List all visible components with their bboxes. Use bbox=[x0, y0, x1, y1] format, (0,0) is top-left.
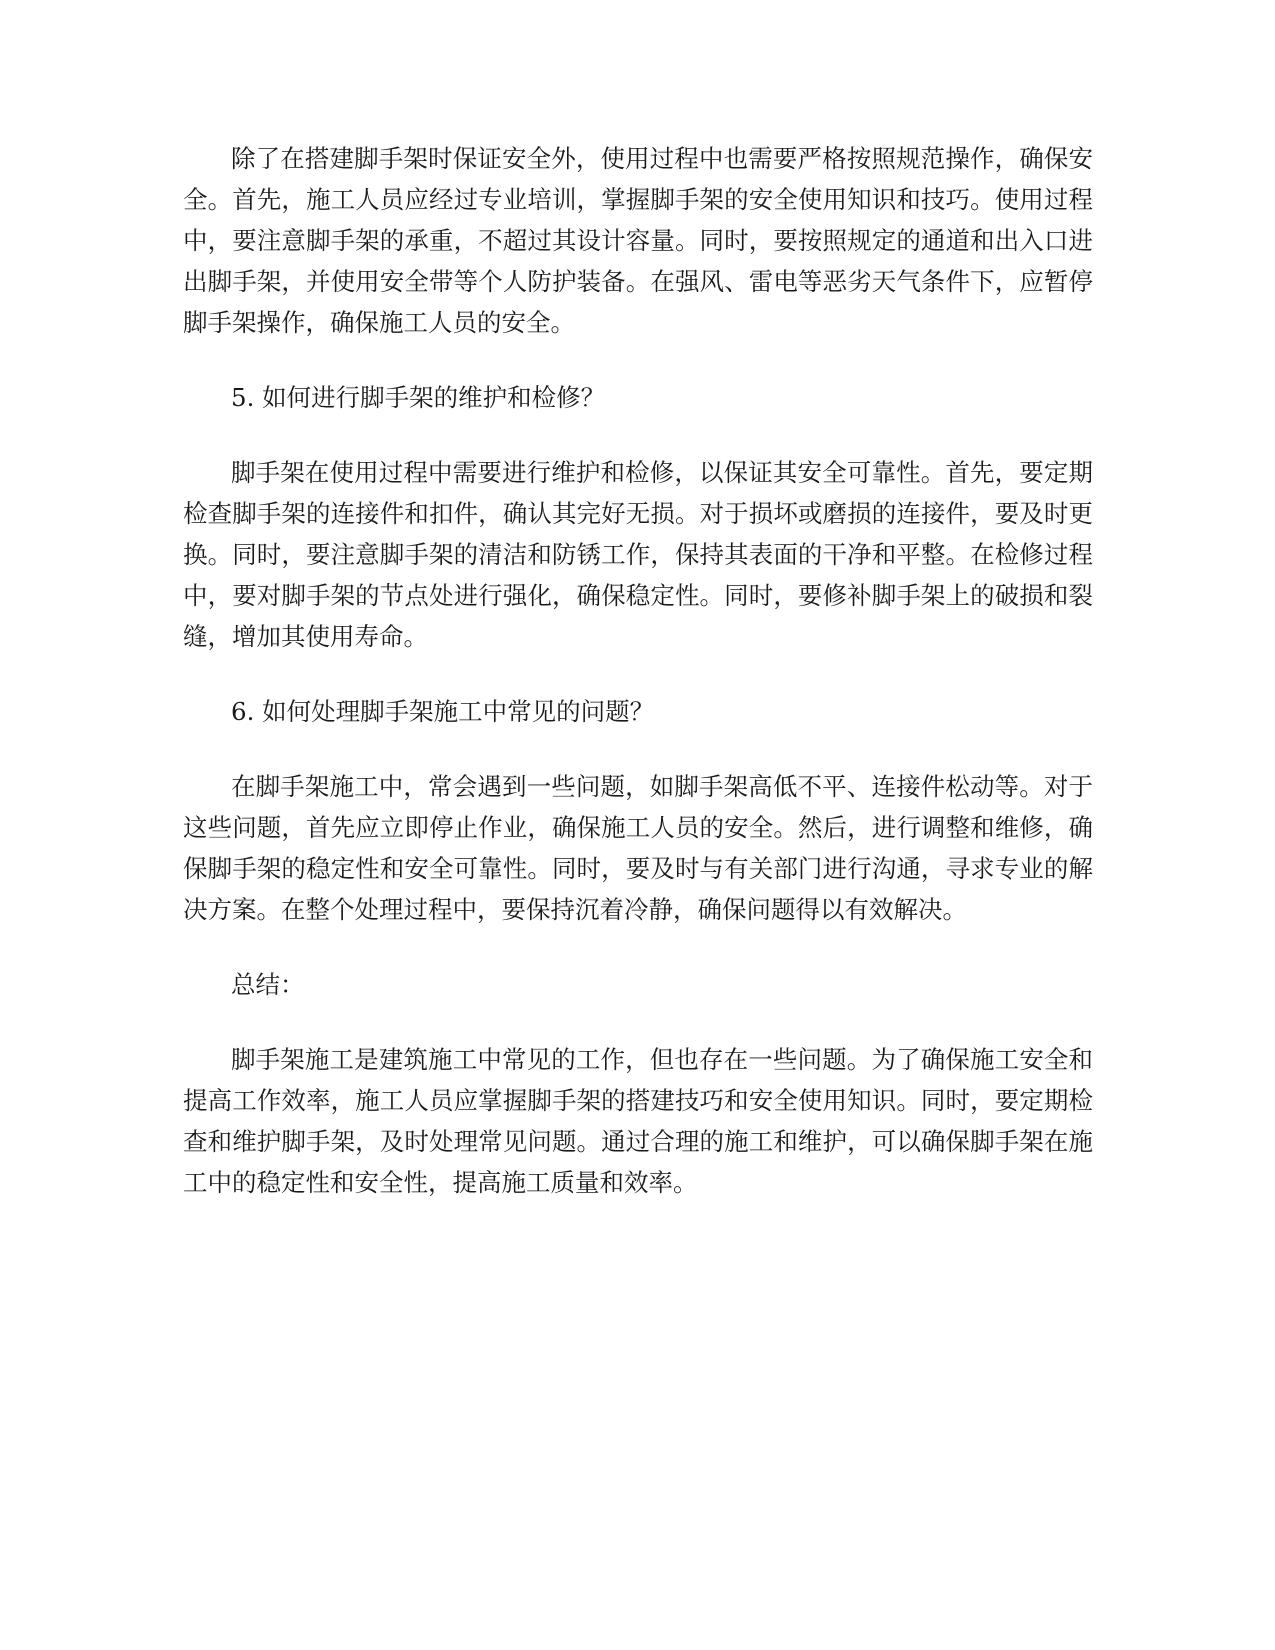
heading-summary: 总结： bbox=[231, 970, 305, 999]
paragraph-maintenance: 脚手架在使用过程中需要进行维护和检修，以保证其安全可靠性。首先，要定期检查脚手架的连接件和扣件，确认其完好无损。对于损坏或磨损的连接件，要及时更换。同时，要注意脚手架的清洁和防锈工作，保持其表面的干净和平整。在检修过程中，要对脚手架的节点处进行强化，确保稳定性。同时，要修补脚手架上的破损和裂缝，增加其使用寿命。 bbox=[183, 458, 1093, 651]
heading-maintenance: 5. 如何进行脚手架的维护和检修？ bbox=[231, 383, 606, 412]
document-body bbox=[183, 138, 1093, 1237]
paragraph-summary: 脚手架施工是建筑施工中常见的工作，但也存在一些问题。为了确保施工安全和提高工作效率，施工人员应掌握脚手架的搭建技巧和安全使用知识。同时，要定期检查和维护脚手架，及时处理常见问题。通过合理的施工和维护，可以确保脚手架在施工中的稳定性和安全性，提高施工质量和效率。 bbox=[183, 1045, 1093, 1197]
heading-common-problems: 6. 如何处理脚手架施工中常见的问题？ bbox=[231, 697, 655, 726]
paragraph-safe-use: 除了在搭建脚手架时保证安全外，使用过程中也需要严格按照规范操作，确保安全。首先，施工人员应经过专业培训，掌握脚手架的安全使用知识和技巧。使用过程中，要注意脚手架的承重，不超过其设计容量。同时，要按照规定的通道和出入口进出脚手架，并使用安全带等个人防护装备。在强风、雷电等恶劣天气条件下，应暂停脚手架操作，确保施工人员的安全。 bbox=[183, 144, 1093, 337]
paragraph-common-problems: 在脚手架施工中，常会遇到一些问题，如脚手架高低不平、连接件松动等。对于这些问题，首先应立即停止作业，确保施工人员的安全。然后，进行调整和维修，确保脚手架的稳定性和安全可靠性。同时，要及时与有关部门进行沟通，寻求专业的解决方案。在整个处理过程中，要保持沉着冷静，确保问题得以有效解决。 bbox=[183, 772, 1093, 924]
